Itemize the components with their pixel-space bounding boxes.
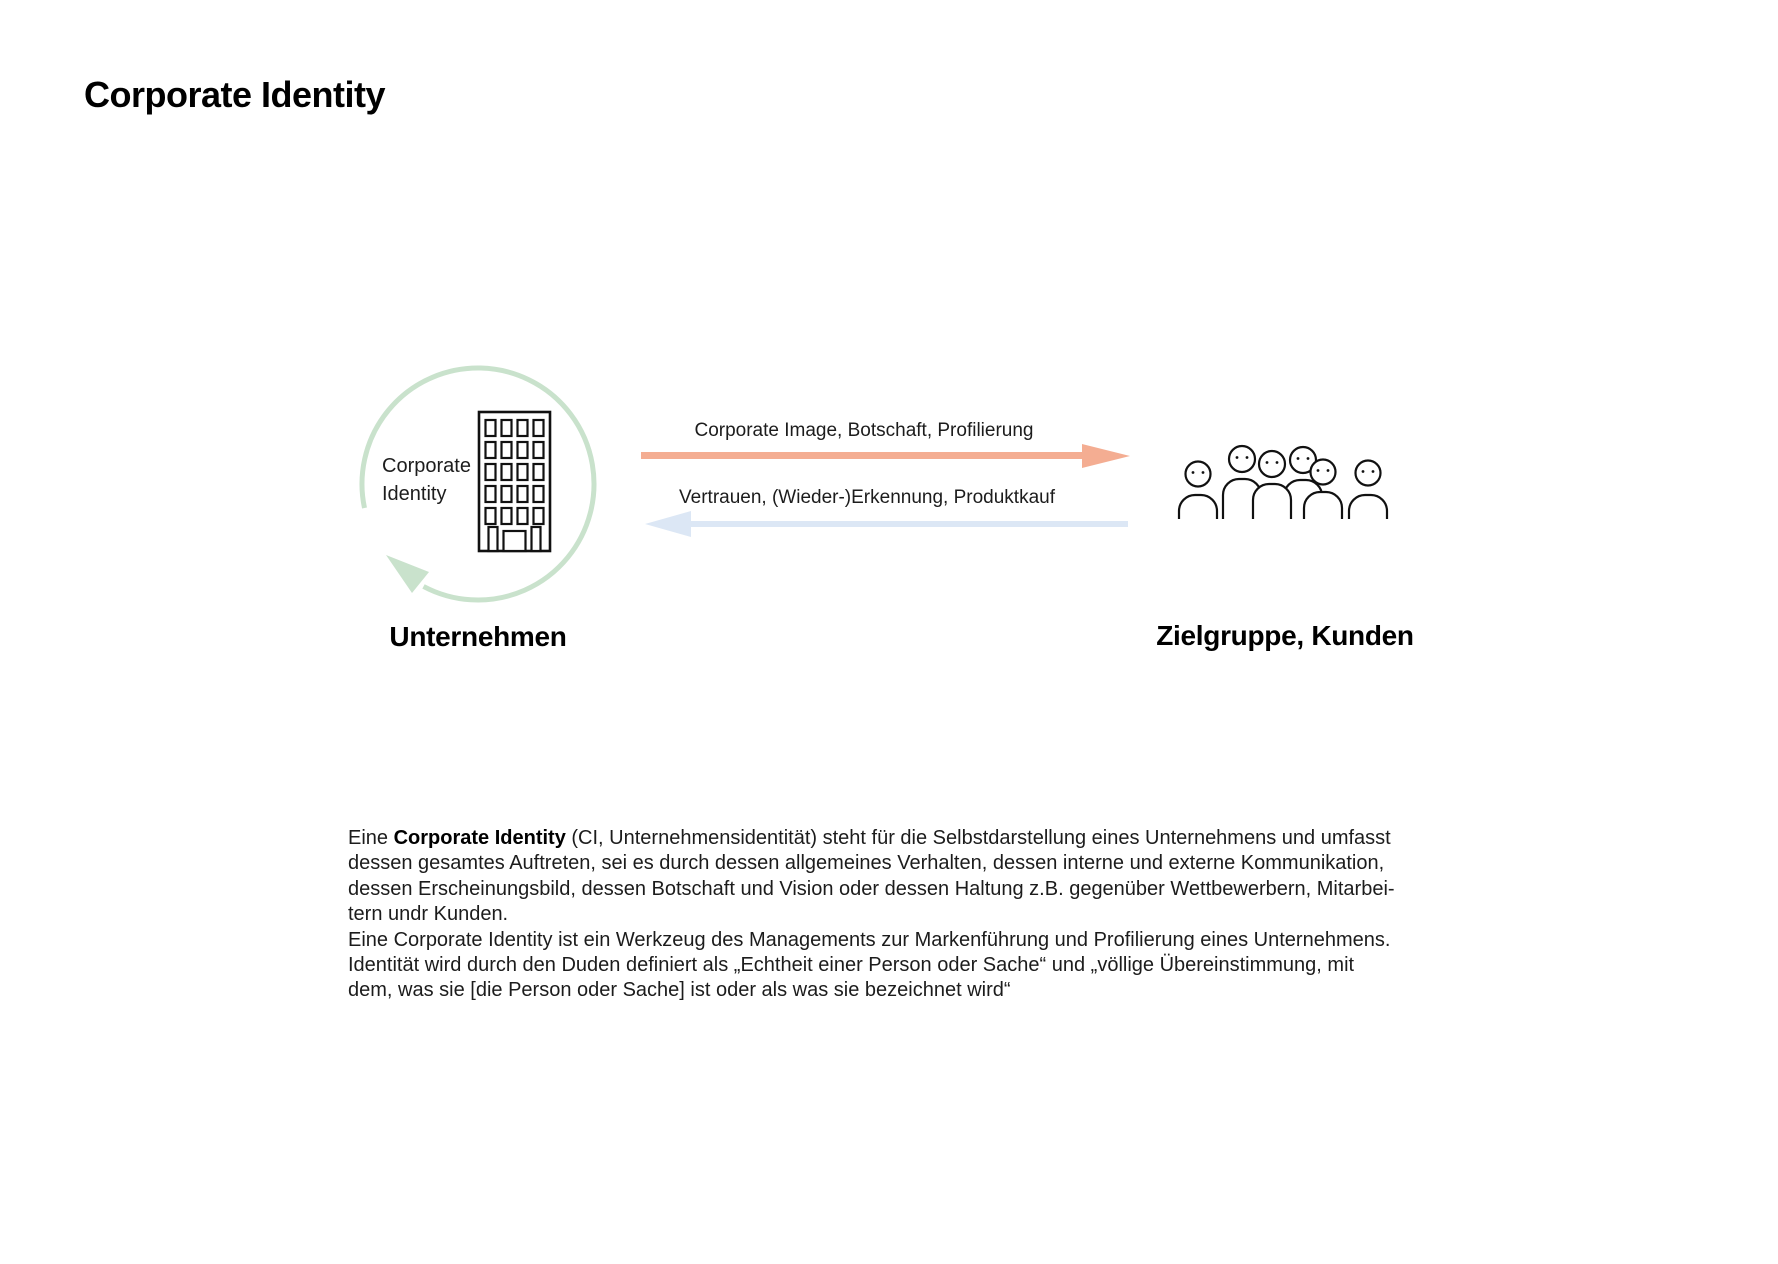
paragraph-text: (CI, Unternehmensidentität) steht für die Selbstdarstellung eines Unternehmens und umfasst bbox=[565, 827, 1391, 849]
paragraph-line: tern undr Kunden. bbox=[348, 903, 509, 926]
circular-arrow-head bbox=[386, 555, 429, 593]
person-icon bbox=[1179, 462, 1217, 520]
circle-label-line2: Identity bbox=[382, 483, 447, 505]
circle-label bbox=[382, 452, 471, 508]
forward-arrow-shaft bbox=[641, 452, 1082, 459]
building-door bbox=[504, 531, 526, 551]
paragraph-text: Eine bbox=[348, 827, 394, 849]
circle-label-line1: Corporate bbox=[382, 455, 471, 477]
page-title: Corporate Identity bbox=[84, 74, 386, 115]
paragraph-line: Eine Corporate Identity ist ein Werkzeug des Managements zur Markenführung und Profilierung eines Unternehmens. bbox=[348, 928, 1391, 951]
backward-arrow-label: Vertrauen, (Wieder-)Erkennung, Produktkauf bbox=[679, 487, 1055, 508]
company-caption: Unternehmen bbox=[389, 621, 567, 652]
office-building-icon bbox=[474, 407, 556, 557]
forward-arrow-head bbox=[1082, 444, 1130, 468]
paragraph-line: dem, was sie [die Person oder Sache] ist oder als was sie bezeichnet wird“ bbox=[348, 979, 1011, 1002]
paragraph-bold-term: Corporate Identity bbox=[393, 827, 566, 849]
building-ground-floor bbox=[489, 527, 541, 551]
paragraph-line: Identität wird durch den Duden definiert als „Echtheit einer Person oder Sache“ und „völlige Übereinstimmung, mit bbox=[348, 954, 1355, 977]
audience-caption: Zielgruppe, Kunden bbox=[1156, 620, 1414, 651]
person-icon bbox=[1349, 461, 1387, 520]
backward-arrow-head bbox=[645, 511, 691, 537]
backward-arrow-shaft bbox=[691, 521, 1128, 527]
forward-arrow-label: Corporate Image, Botschaft, Profilierung bbox=[694, 420, 1034, 441]
body-paragraph bbox=[348, 826, 1488, 1004]
paragraph-line: dessen gesamtes Auftreten, sei es durch dessen allgemeines Verhalten, dessen interne und externe Kommunikation, bbox=[348, 852, 1385, 875]
paragraph-line: dessen Erscheinungsbild, dessen Botschaft und Vision oder dessen Haltung z.B. gegenüber Wettbewerbern, Mitarbei- bbox=[348, 877, 1395, 900]
people-group-icon bbox=[1170, 440, 1400, 525]
paragraph-line bbox=[348, 826, 1488, 851]
